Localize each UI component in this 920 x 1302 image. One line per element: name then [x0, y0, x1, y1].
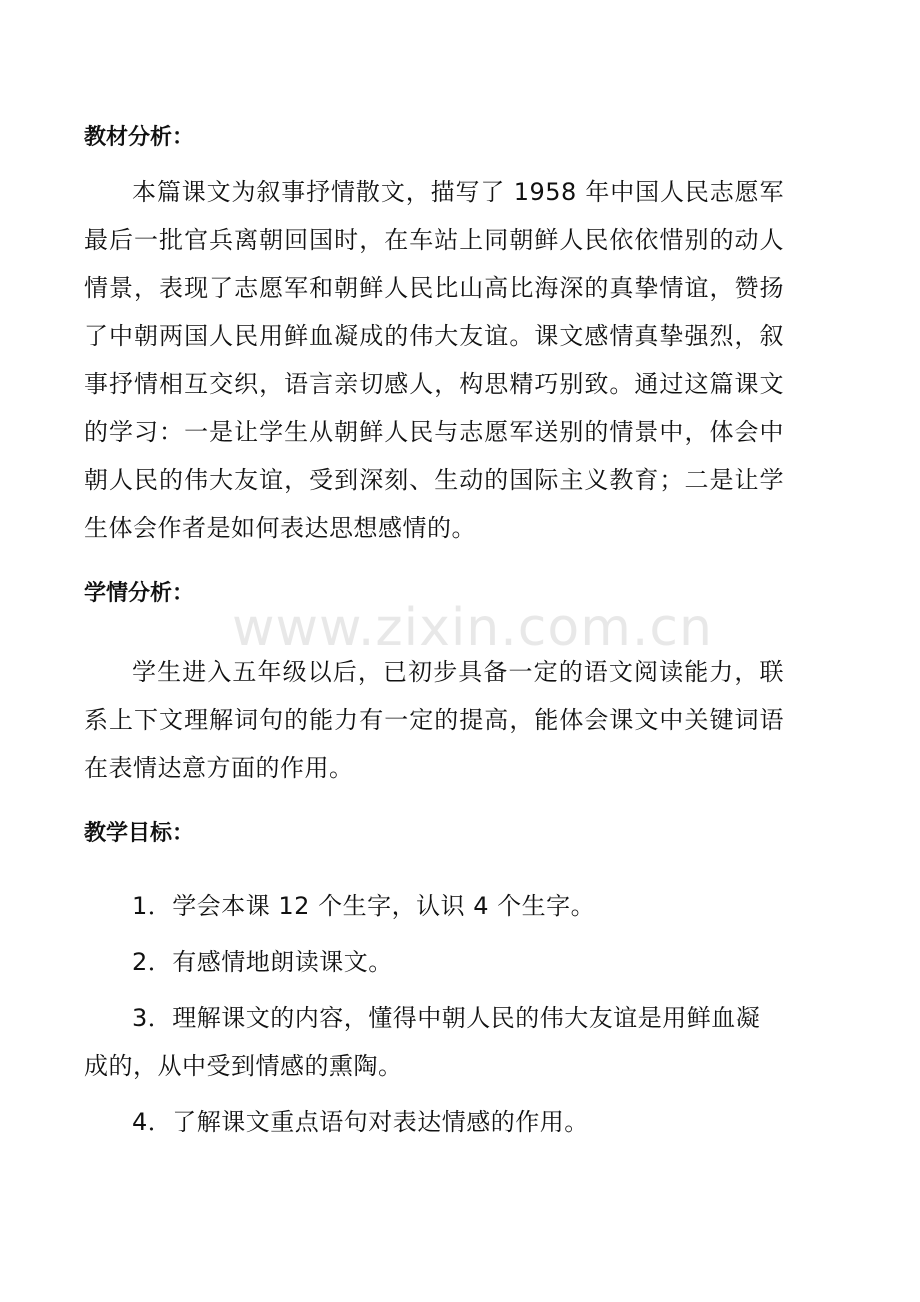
- analysis-heading: 教材分析：: [84, 125, 195, 150]
- goal-item-1: 1．学会本课 12 个生字，认识 4 个生字。: [132, 892, 596, 920]
- analysis-paragraph: 本篇课文为叙事抒情散文，描写了 1958 年中国人民志愿军最后一批官兵离朝回国时，在车站上同朝鲜人民依依惜别的动人情景，表现了志愿军和朝鲜人民比山高比海深的真挚情谊，赞扬了中朝两国人民用鲜血凝成的伟大友谊。课文感情真挚强烈，叙事抒情相互交织，语言亲切感人，构思精巧别致。通过这篇课文的学习：一是让学生从朝鲜人民与志愿军送别的情景中，体会中朝人民的伟大友谊，受到深刻、生动的国际主义教育；二是让学生体会作者是如何表达思想感情的。: [84, 178, 784, 542]
- students-heading: 学情分析：: [84, 581, 195, 606]
- students-paragraph: 学生进入五年级以后，已初步具备一定的语文阅读能力，联系上下文理解词句的能力有一定的提高，能体会课文中关键词语在表情达意方面的作用。: [84, 658, 784, 782]
- goals-heading: 教学目标：: [84, 821, 195, 846]
- goal-item-2: 2．有感情地朗读课文。: [132, 948, 393, 976]
- goal-item-3: 3．理解课文的内容，懂得中朝人民的伟大友谊是用鲜血凝成的，从中受到情感的熏陶。: [84, 1004, 761, 1080]
- watermark: www.zixin.com.cn: [232, 598, 713, 658]
- goal-item-4: 4．了解课文重点语句对表达情感的作用。: [132, 1108, 589, 1136]
- document-page: [84, 118, 784, 1146]
